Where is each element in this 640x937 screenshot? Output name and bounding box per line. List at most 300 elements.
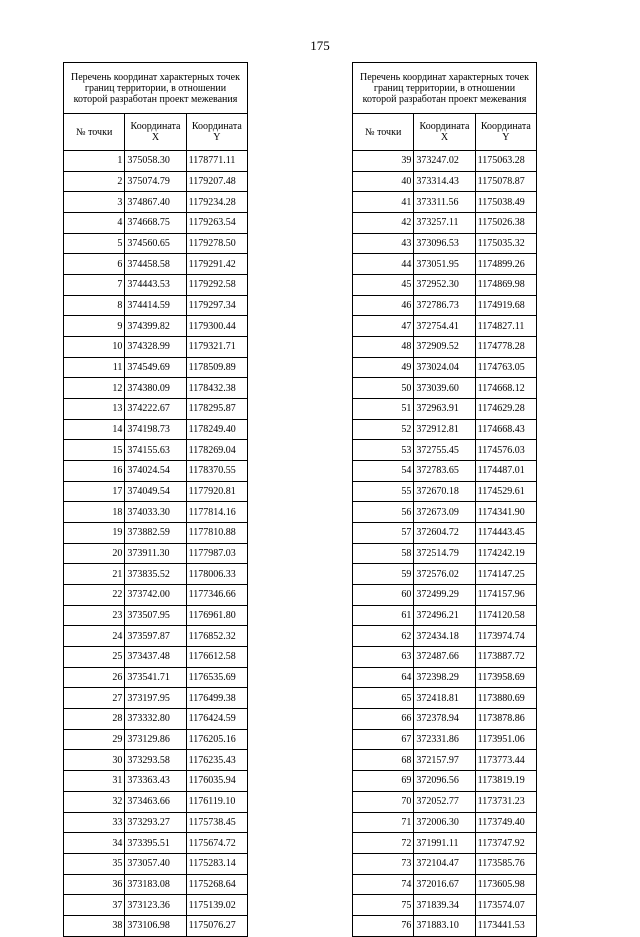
point-number-cell: 47 <box>353 316 414 337</box>
coordinate-y-cell: 1176035.94 <box>186 771 247 792</box>
coordinate-x-cell: 372909.52 <box>414 337 475 358</box>
point-number-cell: 43 <box>353 233 414 254</box>
coordinate-x-cell: 373541.71 <box>125 667 186 688</box>
table-row <box>353 585 537 606</box>
coordinate-x-cell: 371883.10 <box>414 915 475 936</box>
coordinate-y-cell: 1175035.32 <box>475 233 536 254</box>
point-number-cell: 12 <box>64 378 125 399</box>
coordinate-y-cell: 1179207.48 <box>186 171 247 192</box>
table-row <box>64 709 248 730</box>
coordinate-x-cell: 374024.54 <box>125 461 186 482</box>
coordinate-y-cell: 1178509.89 <box>186 357 247 378</box>
coordinate-x-cell: 372378.94 <box>414 709 475 730</box>
table-row <box>353 502 537 523</box>
coordinate-x-cell: 374399.82 <box>125 316 186 337</box>
point-number-cell: 11 <box>64 357 125 378</box>
table-row <box>64 812 248 833</box>
coordinate-x-cell: 373106.98 <box>125 915 186 936</box>
point-number-cell: 38 <box>64 915 125 936</box>
coordinate-x-cell: 372963.91 <box>414 399 475 420</box>
coordinate-y-cell: 1179291.42 <box>186 254 247 275</box>
table-row <box>64 171 248 192</box>
table-row <box>353 771 537 792</box>
coordinate-x-cell: 373123.36 <box>125 895 186 916</box>
coordinate-x-cell: 373597.87 <box>125 626 186 647</box>
point-number-cell: 50 <box>353 378 414 399</box>
point-number-cell: 54 <box>353 461 414 482</box>
point-number-cell: 40 <box>353 171 414 192</box>
coordinate-x-cell: 372576.02 <box>414 564 475 585</box>
table-row <box>353 213 537 234</box>
point-number-cell: 4 <box>64 213 125 234</box>
coordinate-y-cell: 1173747.92 <box>475 833 536 854</box>
coordinate-x-cell: 374033.30 <box>125 502 186 523</box>
table-row <box>64 295 248 316</box>
point-number-cell: 19 <box>64 523 125 544</box>
table-row <box>353 605 537 626</box>
point-number-cell: 56 <box>353 502 414 523</box>
table-row <box>353 895 537 916</box>
coordinate-y-cell: 1174147.25 <box>475 564 536 585</box>
coordinate-y-cell: 1174778.28 <box>475 337 536 358</box>
point-number-cell: 69 <box>353 771 414 792</box>
coordinate-y-cell: 1178370.55 <box>186 461 247 482</box>
table-row <box>64 667 248 688</box>
coordinate-x-cell: 372398.29 <box>414 667 475 688</box>
table-row <box>353 915 537 936</box>
table-row <box>64 688 248 709</box>
coordinate-y-cell: 1175283.14 <box>186 853 247 874</box>
coordinate-x-cell: 372052.77 <box>414 791 475 812</box>
table-row <box>64 481 248 502</box>
coordinate-x-cell: 374155.63 <box>125 440 186 461</box>
point-number-cell: 10 <box>64 337 125 358</box>
coordinate-y-cell: 1175674.72 <box>186 833 247 854</box>
table-row <box>64 316 248 337</box>
coordinate-x-cell: 372786.73 <box>414 295 475 316</box>
point-number-cell: 33 <box>64 812 125 833</box>
coordinate-y-cell: 1174668.43 <box>475 419 536 440</box>
coordinate-x-cell: 372434.18 <box>414 626 475 647</box>
coordinate-x-cell: 372487.66 <box>414 647 475 668</box>
table-row <box>64 605 248 626</box>
table-row <box>353 481 537 502</box>
point-number-cell: 27 <box>64 688 125 709</box>
coordinate-x-cell: 373293.58 <box>125 750 186 771</box>
coordinate-x-cell: 373437.48 <box>125 647 186 668</box>
coordinate-y-cell: 1174899.26 <box>475 254 536 275</box>
table-row <box>64 461 248 482</box>
coordinate-y-cell: 1176612.58 <box>186 647 247 668</box>
coordinate-y-cell: 1174487.01 <box>475 461 536 482</box>
point-number-cell: 37 <box>64 895 125 916</box>
coordinate-x-cell: 371839.34 <box>414 895 475 916</box>
coordinate-x-cell: 374198.73 <box>125 419 186 440</box>
point-number-cell: 25 <box>64 647 125 668</box>
coordinate-y-cell: 1174576.03 <box>475 440 536 461</box>
coordinate-x-cell: 372952.30 <box>414 275 475 296</box>
point-number-cell: 34 <box>64 833 125 854</box>
table-row <box>353 171 537 192</box>
coordinate-x-cell: 373129.86 <box>125 729 186 750</box>
table-row <box>353 275 537 296</box>
point-number-cell: 26 <box>64 667 125 688</box>
point-number-cell: 76 <box>353 915 414 936</box>
point-number-cell: 42 <box>353 213 414 234</box>
coordinate-x-cell: 372670.18 <box>414 481 475 502</box>
coordinate-y-cell: 1173819.19 <box>475 771 536 792</box>
coordinate-y-cell: 1173749.40 <box>475 812 536 833</box>
coordinate-y-cell: 1174341.90 <box>475 502 536 523</box>
coordinate-y-cell: 1174629.28 <box>475 399 536 420</box>
column-header-point-number: № точки <box>64 114 125 151</box>
table-row <box>353 399 537 420</box>
point-number-cell: 28 <box>64 709 125 730</box>
coordinate-y-cell: 1173887.72 <box>475 647 536 668</box>
table-row <box>353 295 537 316</box>
point-number-cell: 9 <box>64 316 125 337</box>
coordinate-x-cell: 374549.69 <box>125 357 186 378</box>
table-row <box>353 543 537 564</box>
coordinate-y-cell: 1173958.69 <box>475 667 536 688</box>
point-number-cell: 67 <box>353 729 414 750</box>
coordinate-y-cell: 1173585.76 <box>475 853 536 874</box>
coordinate-y-cell: 1179297.34 <box>186 295 247 316</box>
coordinate-y-cell: 1178295.87 <box>186 399 247 420</box>
coordinate-x-cell: 372104.47 <box>414 853 475 874</box>
coordinate-y-cell: 1178771.11 <box>186 151 247 172</box>
coordinate-x-cell: 374222.67 <box>125 399 186 420</box>
table-row <box>64 543 248 564</box>
coordinate-y-cell: 1179300.44 <box>186 316 247 337</box>
coordinate-x-cell: 375074.79 <box>125 171 186 192</box>
point-number-cell: 2 <box>64 171 125 192</box>
point-number-cell: 30 <box>64 750 125 771</box>
table-row <box>353 440 537 461</box>
table-row <box>64 233 248 254</box>
table-row <box>353 812 537 833</box>
point-number-cell: 29 <box>64 729 125 750</box>
coordinate-y-cell: 1176205.16 <box>186 729 247 750</box>
point-number-cell: 68 <box>353 750 414 771</box>
point-number-cell: 53 <box>353 440 414 461</box>
table-row <box>353 461 537 482</box>
table-row <box>64 564 248 585</box>
table-row <box>64 895 248 916</box>
coordinate-y-cell: 1176852.32 <box>186 626 247 647</box>
coordinate-y-cell: 1175268.64 <box>186 874 247 895</box>
page-number: 175 <box>310 38 330 53</box>
coordinate-y-cell: 1179292.58 <box>186 275 247 296</box>
coordinate-y-cell: 1176499.38 <box>186 688 247 709</box>
point-number-cell: 23 <box>64 605 125 626</box>
coordinate-x-cell: 375058.30 <box>125 151 186 172</box>
table-row <box>64 874 248 895</box>
table-row <box>353 192 537 213</box>
coordinate-y-cell: 1173878.86 <box>475 709 536 730</box>
table-row <box>353 357 537 378</box>
table-row <box>353 853 537 874</box>
table-row <box>353 688 537 709</box>
table-row <box>64 853 248 874</box>
coordinate-x-cell: 372912.81 <box>414 419 475 440</box>
coordinate-x-cell: 372096.56 <box>414 771 475 792</box>
table-row <box>64 647 248 668</box>
table-row <box>353 874 537 895</box>
table-row <box>64 440 248 461</box>
coordinate-x-cell: 373311.56 <box>414 192 475 213</box>
point-number-cell: 73 <box>353 853 414 874</box>
table-row <box>64 833 248 854</box>
coordinate-y-cell: 1174157.96 <box>475 585 536 606</box>
table-row <box>64 213 248 234</box>
table-row <box>64 626 248 647</box>
coordinate-x-cell: 373314.43 <box>414 171 475 192</box>
table-row <box>64 502 248 523</box>
point-number-cell: 35 <box>64 853 125 874</box>
coordinate-y-cell: 1175076.27 <box>186 915 247 936</box>
coordinate-y-cell: 1173773.44 <box>475 750 536 771</box>
coordinate-y-cell: 1179321.71 <box>186 337 247 358</box>
coordinate-x-cell: 374328.99 <box>125 337 186 358</box>
coordinate-y-cell: 1177814.16 <box>186 502 247 523</box>
table-row <box>64 791 248 812</box>
coordinate-x-cell: 372754.41 <box>414 316 475 337</box>
coordinate-y-cell: 1176119.10 <box>186 791 247 812</box>
coordinate-x-cell: 373257.11 <box>414 213 475 234</box>
point-number-cell: 58 <box>353 543 414 564</box>
coordinate-y-cell: 1177987.03 <box>186 543 247 564</box>
coordinate-x-cell: 373363.43 <box>125 771 186 792</box>
coordinate-y-cell: 1175063.28 <box>475 151 536 172</box>
coordinate-y-cell: 1173441.53 <box>475 915 536 936</box>
coordinate-y-cell: 1176235.43 <box>186 750 247 771</box>
coordinate-x-cell: 374380.09 <box>125 378 186 399</box>
coordinate-x-cell: 372496.21 <box>414 605 475 626</box>
coordinate-y-cell: 1176535.69 <box>186 667 247 688</box>
column-header-point-number: № точки <box>353 114 414 151</box>
point-number-cell: 24 <box>64 626 125 647</box>
table-row <box>64 275 248 296</box>
point-number-cell: 41 <box>353 192 414 213</box>
point-number-cell: 32 <box>64 791 125 812</box>
point-number-cell: 13 <box>64 399 125 420</box>
coordinate-y-cell: 1173880.69 <box>475 688 536 709</box>
coordinate-y-cell: 1175038.49 <box>475 192 536 213</box>
table-row <box>64 750 248 771</box>
table-row <box>353 626 537 647</box>
column-header-x: Координата X <box>125 114 186 151</box>
point-number-cell: 8 <box>64 295 125 316</box>
coordinate-y-cell: 1178432.38 <box>186 378 247 399</box>
point-number-cell: 5 <box>64 233 125 254</box>
table-row <box>64 419 248 440</box>
coordinate-y-cell: 1178269.04 <box>186 440 247 461</box>
coordinate-y-cell: 1175026.38 <box>475 213 536 234</box>
coordinate-y-cell: 1173731.23 <box>475 791 536 812</box>
coordinate-y-cell: 1174919.68 <box>475 295 536 316</box>
coordinate-y-cell: 1173951.06 <box>475 729 536 750</box>
point-number-cell: 59 <box>353 564 414 585</box>
point-number-cell: 66 <box>353 709 414 730</box>
table-row <box>353 254 537 275</box>
point-number-cell: 75 <box>353 895 414 916</box>
coordinate-x-cell: 374560.65 <box>125 233 186 254</box>
column-header-y: Координата Y <box>475 114 536 151</box>
table-caption: Перечень координат характерных точек границ территории, в отношении которой разработан проект межевания <box>64 63 248 114</box>
coordinate-x-cell: 374867.40 <box>125 192 186 213</box>
table-row <box>353 378 537 399</box>
coordinate-x-cell: 373293.27 <box>125 812 186 833</box>
coordinate-y-cell: 1174827.11 <box>475 316 536 337</box>
coordinate-x-cell: 372157.97 <box>414 750 475 771</box>
point-number-cell: 48 <box>353 337 414 358</box>
point-number-cell: 63 <box>353 647 414 668</box>
point-number-cell: 72 <box>353 833 414 854</box>
table-row <box>64 337 248 358</box>
point-number-cell: 14 <box>64 419 125 440</box>
point-number-cell: 39 <box>353 151 414 172</box>
point-number-cell: 15 <box>64 440 125 461</box>
coordinate-x-cell: 373057.40 <box>125 853 186 874</box>
table-row <box>64 915 248 936</box>
coordinate-y-cell: 1173574.07 <box>475 895 536 916</box>
table-row <box>64 523 248 544</box>
coordinate-x-cell: 372514.79 <box>414 543 475 564</box>
point-number-cell: 31 <box>64 771 125 792</box>
point-number-cell: 7 <box>64 275 125 296</box>
coordinate-y-cell: 1179278.50 <box>186 233 247 254</box>
coordinate-x-cell: 373051.95 <box>414 254 475 275</box>
coordinates-table-right <box>352 62 537 937</box>
point-number-cell: 17 <box>64 481 125 502</box>
table-row <box>353 151 537 172</box>
point-number-cell: 65 <box>353 688 414 709</box>
coordinate-x-cell: 372016.67 <box>414 874 475 895</box>
point-number-cell: 3 <box>64 192 125 213</box>
coordinate-x-cell: 372604.72 <box>414 523 475 544</box>
table-row <box>353 750 537 771</box>
coordinate-x-cell: 373247.02 <box>414 151 475 172</box>
coordinate-y-cell: 1178249.40 <box>186 419 247 440</box>
coordinate-y-cell: 1176961.80 <box>186 605 247 626</box>
point-number-cell: 44 <box>353 254 414 275</box>
point-number-cell: 22 <box>64 585 125 606</box>
table-row <box>353 667 537 688</box>
coordinate-y-cell: 1174443.45 <box>475 523 536 544</box>
coordinate-x-cell: 373882.59 <box>125 523 186 544</box>
point-number-cell: 52 <box>353 419 414 440</box>
table-row <box>64 378 248 399</box>
table-row <box>353 337 537 358</box>
coordinate-y-cell: 1179234.28 <box>186 192 247 213</box>
point-number-cell: 18 <box>64 502 125 523</box>
coordinate-x-cell: 374458.58 <box>125 254 186 275</box>
point-number-cell: 60 <box>353 585 414 606</box>
coordinate-x-cell: 373096.53 <box>414 233 475 254</box>
coordinate-x-cell: 373024.04 <box>414 357 475 378</box>
coordinate-y-cell: 1174668.12 <box>475 378 536 399</box>
table-body <box>353 151 537 937</box>
coordinate-x-cell: 373911.30 <box>125 543 186 564</box>
table-row <box>64 151 248 172</box>
point-number-cell: 55 <box>353 481 414 502</box>
coordinate-x-cell: 373835.52 <box>125 564 186 585</box>
coordinate-y-cell: 1176424.59 <box>186 709 247 730</box>
table-row <box>353 523 537 544</box>
coordinate-x-cell: 373332.80 <box>125 709 186 730</box>
coordinate-y-cell: 1175139.02 <box>186 895 247 916</box>
table-body <box>64 151 248 937</box>
coordinate-y-cell: 1177346.66 <box>186 585 247 606</box>
table-row <box>64 254 248 275</box>
coordinate-x-cell: 374668.75 <box>125 213 186 234</box>
point-number-cell: 70 <box>353 791 414 812</box>
column-header-x: Координата X <box>414 114 475 151</box>
coordinate-x-cell: 373395.51 <box>125 833 186 854</box>
coordinate-y-cell: 1174529.61 <box>475 481 536 502</box>
point-number-cell: 71 <box>353 812 414 833</box>
coordinate-y-cell: 1175738.45 <box>186 812 247 833</box>
coordinate-y-cell: 1173974.74 <box>475 626 536 647</box>
coordinate-y-cell: 1174242.19 <box>475 543 536 564</box>
table-row <box>353 564 537 585</box>
point-number-cell: 49 <box>353 357 414 378</box>
coordinate-y-cell: 1173605.98 <box>475 874 536 895</box>
table-row <box>353 833 537 854</box>
coordinate-x-cell: 373183.08 <box>125 874 186 895</box>
point-number-cell: 46 <box>353 295 414 316</box>
point-number-cell: 20 <box>64 543 125 564</box>
table-row <box>64 585 248 606</box>
point-number-cell: 1 <box>64 151 125 172</box>
table-row <box>353 729 537 750</box>
coordinate-x-cell: 372673.09 <box>414 502 475 523</box>
table-row <box>353 791 537 812</box>
coordinate-x-cell: 372499.29 <box>414 585 475 606</box>
point-number-cell: 62 <box>353 626 414 647</box>
coordinate-x-cell: 373742.00 <box>125 585 186 606</box>
coordinate-x-cell: 372783.65 <box>414 461 475 482</box>
table-row <box>353 233 537 254</box>
point-number-cell: 21 <box>64 564 125 585</box>
table-row <box>64 192 248 213</box>
coordinate-x-cell: 374414.59 <box>125 295 186 316</box>
coordinate-y-cell: 1177920.81 <box>186 481 247 502</box>
coordinate-y-cell: 1177810.88 <box>186 523 247 544</box>
coordinate-y-cell: 1178006.33 <box>186 564 247 585</box>
point-number-cell: 51 <box>353 399 414 420</box>
table-row <box>353 316 537 337</box>
column-header-y: Координата Y <box>186 114 247 151</box>
point-number-cell: 57 <box>353 523 414 544</box>
coordinate-x-cell: 373463.66 <box>125 791 186 812</box>
coordinate-x-cell: 373507.95 <box>125 605 186 626</box>
coordinate-x-cell: 373039.60 <box>414 378 475 399</box>
coordinate-x-cell: 373197.95 <box>125 688 186 709</box>
point-number-cell: 61 <box>353 605 414 626</box>
coordinate-y-cell: 1174869.98 <box>475 275 536 296</box>
point-number-cell: 74 <box>353 874 414 895</box>
point-number-cell: 64 <box>353 667 414 688</box>
point-number-cell: 45 <box>353 275 414 296</box>
coordinate-x-cell: 371991.11 <box>414 833 475 854</box>
table-row <box>64 357 248 378</box>
coordinate-x-cell: 372006.30 <box>414 812 475 833</box>
coordinate-x-cell: 374049.54 <box>125 481 186 502</box>
point-number-cell: 6 <box>64 254 125 275</box>
coordinate-y-cell: 1174763.05 <box>475 357 536 378</box>
